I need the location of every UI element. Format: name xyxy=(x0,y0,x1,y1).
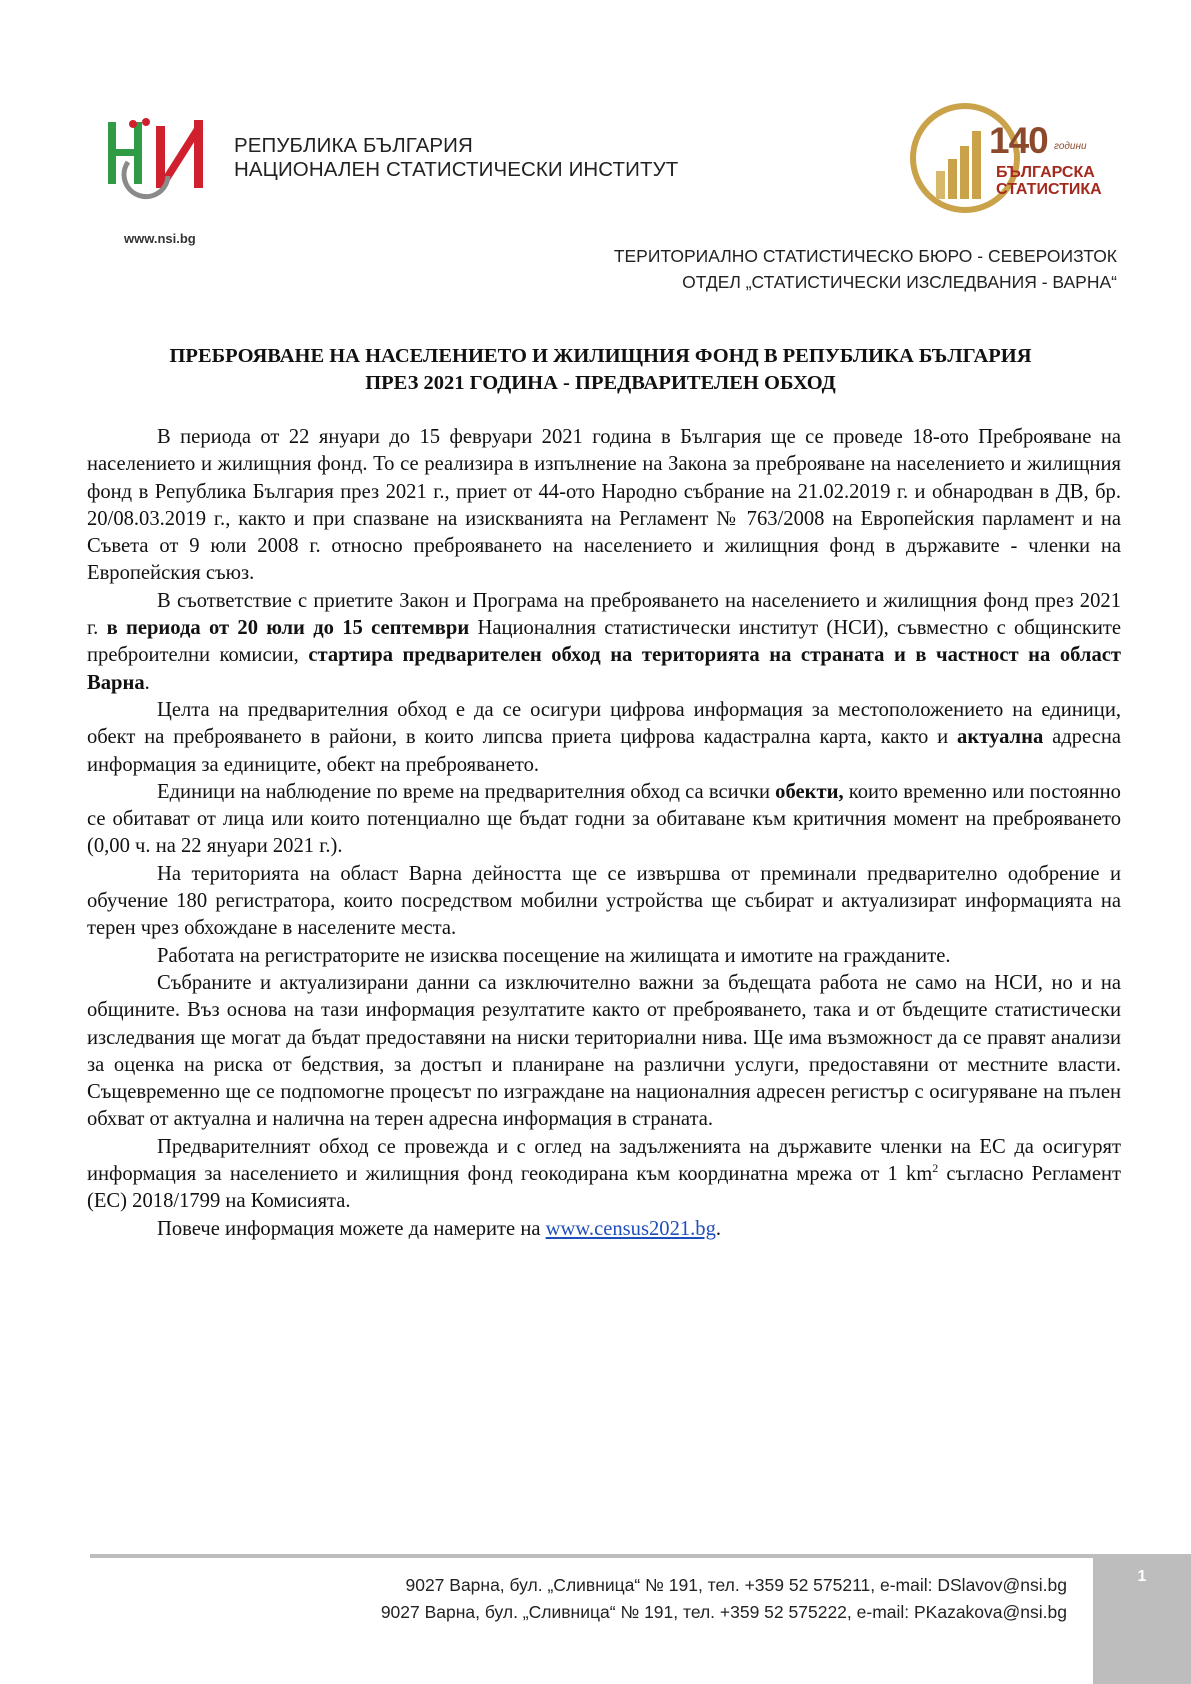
department-line1: ТЕРИТОРИАЛНО СТАТИСТИЧЕСКО БЮРО - СЕВЕРОИЗТОК xyxy=(613,246,1117,266)
paragraph-1: В периода от 22 януари до 15 февруари 2021 година в България ще се проведе 18-ото Преброяване на населението и жилищния фонд. То се реализира в изпълнение на Закона за преброяване на населението и жилищния фонд в Република България през 2021 г., приет от 44-ото Народно събрание на 21.02.2019 г. и обнародван в ДВ, бр. 20/08.03.2019 г., както и при спазване на изискванията на Регламент № 763/2008 на Европейския парламент и на Съвета от 9 юли 2008 г. относно преброяването на населението и жилищния фонд в държавите - членки на Европейския съюз. xyxy=(87,426,1121,585)
paragraph-2 xyxy=(87,588,1121,697)
paragraph-5: На територията на област Варна дейността ще се извършва от преминали предварително одобрение и обучение 180 регистратора, които посредством мобилни устройства ще събират и актуализират информацията на терен чрез обхождане в населените места. xyxy=(87,862,1121,940)
footer-divider xyxy=(90,1554,1191,1558)
text-span: съгласно Регламент (ЕС) 2018/1799 на Комисията. xyxy=(87,1163,1121,1213)
text-span: . xyxy=(715,1217,722,1240)
page-number-tab xyxy=(1093,1554,1191,1684)
bold-text: стартира предварителен обход на територията на страната и в частност на област Варна xyxy=(87,644,1122,694)
org-name-line1: РЕПУБЛИКА БЪЛГАРИЯ xyxy=(234,134,473,157)
document-title xyxy=(80,343,1121,397)
census-link[interactable]: www.census2021.bg xyxy=(545,1217,716,1240)
document-body xyxy=(87,424,1121,1243)
department-line2: ОТДЕЛ „СТАТИСТИЧЕСКИ ИЗСЛЕДВАНИЯ - ВАРНА“ xyxy=(682,272,1117,292)
text-span: . xyxy=(144,671,150,694)
anniversary-number: 140 xyxy=(989,120,1048,161)
anniversary-years: години xyxy=(1054,141,1087,152)
text-span: адресна информация за единиците, обект на преброяването. xyxy=(87,726,1121,776)
page-number: 1 xyxy=(1137,1568,1147,1585)
title-line1: ПРЕБРОЯВАНЕ НА НАСЕЛЕНИЕТО И ЖИЛИЩНИЯ ФОНД В РЕПУБЛИКА БЪЛГАРИЯ xyxy=(169,345,1032,367)
superscript: 2 xyxy=(932,1161,939,1176)
text-span: които временно или постоянно се обитават от лица или които потенциално ще бъдат годни за обитаване към критичния момент на преброяването (0,00 ч. на 22 януари 2021 г.). xyxy=(87,780,1121,858)
bold-text: обекти, xyxy=(775,780,844,803)
text-span: Националния статистически институт (НСИ), съвместно с общинските преброителни комисии, xyxy=(87,617,1122,667)
paragraph-4 xyxy=(87,779,1121,861)
text-span: Единици на наблюдение по време на предварителния обход са всички xyxy=(157,780,776,803)
anniversary-text-line1: БЪЛГАРСКА xyxy=(996,164,1095,181)
nsi-logo xyxy=(108,116,226,204)
bold-text: в периода от 20 юли до 15 септември xyxy=(106,617,470,640)
text-span: В съответствие с приетите Закон и Програма на преброяването на населението и жилищния фонд през 2021 г. xyxy=(87,589,1121,640)
paragraph-8 xyxy=(87,1134,1121,1216)
website-text: www.nsi.bg xyxy=(124,231,196,246)
paragraph-3 xyxy=(87,697,1121,779)
footer-contact-line2: 9027 Варна, бул. „Сливница“ № 191, тел. +359 52 575222, e-mail: PKazakova@nsi.bg xyxy=(380,1602,1067,1622)
text-span: Целта на предварителния обход е да се осигури цифрова информация за местоположението на единици, обект на преброяването в райони, в които липсва приета цифрова кадастрална карта, както и xyxy=(87,698,1121,749)
org-name-line2: НАЦИОНАЛЕН СТАТИСТИЧЕСКИ ИНСТИТУТ xyxy=(234,158,679,181)
paragraph-7: Събраните и актуализирани данни са изключително важни за бъдещата работа не само на НСИ, но и на общините. Въз основа на тази информация резултатите както от преброяването, така и от бъдещите статистически изследвания ще могат да бъдат предоставяни на ниски териториални нива. Ще има възможност да се правят анализи за оценка на риска от бедствия, за достъп и планиране на различни услуги, предоставяни от местните власти. Същевременно ще се подпомогне процесът по изграждане на националния адресен регистър с осигуряване на пълен обхват от актуална и налична на терен адресна информация в страната. xyxy=(87,971,1121,1131)
footer-contact-line1: 9027 Варна, бул. „Сливница“ № 191, тел. +359 52 575211, e-mail: DSlavov@nsi.bg xyxy=(405,1575,1067,1595)
text-span: Предварителният обход се провежда и с оглед на задълженията на държавите членки на ЕС да осигурят информация за населението и жилищния фонд геокодирана към координатна мрежа от 1 km xyxy=(87,1135,1121,1186)
bold-text: актуална xyxy=(957,726,1044,749)
text-span: Повече информация можете да намерите на xyxy=(157,1217,546,1240)
paragraph-6: Работата на регистраторите не изисква посещение на жилищата и имотите на гражданите. xyxy=(157,944,951,967)
anniversary-text-line2: СТАТИСТИКА xyxy=(996,181,1102,198)
title-line2: ПРЕЗ 2021 ГОДИНА - ПРЕДВАРИТЕЛЕН ОБХОД xyxy=(365,372,836,394)
paragraph-9 xyxy=(87,1216,1121,1243)
